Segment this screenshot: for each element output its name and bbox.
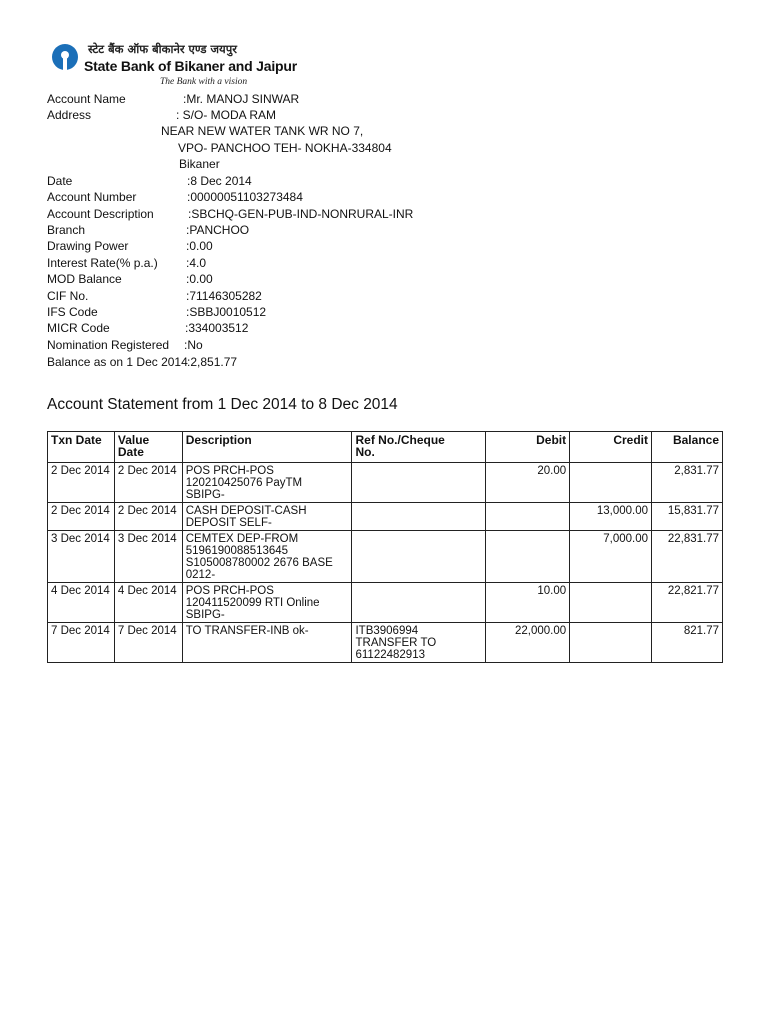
account-description-label: Account Description [47,207,154,221]
cell-ref [352,623,486,663]
cell-ref [352,531,486,583]
bank-tagline: The Bank with a vision [160,77,248,87]
description-line: CEMTEX DEP-FROM [185,533,299,545]
cell-value-date: 2 Dec 2014 [114,463,182,503]
opening-balance-label: Balance as on 1 Dec 2014 [47,355,188,369]
date-value: :8 Dec 2014 [187,174,252,188]
bank-name-hindi: स्टेट बैंक ऑफ बीकानेर एण्ड जयपुर [88,42,237,56]
ifs-code-value: :SBBJ0010512 [186,305,267,319]
table-row [48,463,723,503]
cif-label: CIF No. [47,289,89,303]
header-value-date [114,432,182,463]
ref-line: 61122482913 [355,649,425,661]
cell-description [182,623,352,663]
address-line-4: Bikaner [179,157,220,171]
interest-rate-label: Interest Rate(% p.a.) [47,256,158,270]
cell-description [182,463,352,503]
header-value-date-line-2: Date [117,445,144,459]
ref-line: ITB3906994 [355,625,419,637]
header-ref [352,432,486,463]
cell-debit [486,503,570,531]
description-line: 5196190088513645 [185,545,289,557]
header-description: Description [182,432,352,463]
address-line-1: : S/O- MODA RAM [176,108,277,122]
address-line-2: NEAR NEW WATER TANK WR NO 7, [161,124,364,138]
cell-credit: 7,000.00 [570,531,652,583]
ifs-code-label: IFS Code [47,305,98,319]
interest-rate-value: :4.0 [186,256,207,270]
table-row [48,583,723,623]
cell-ref [352,583,486,623]
ref-line: TRANSFER TO [355,637,437,649]
account-name-label: Account Name [47,92,126,106]
micr-code-label: MICR Code [47,321,110,335]
nomination-value: :No [184,338,203,352]
statement-title: Account Statement from 1 Dec 2014 to 8 Dec 2014 [47,396,398,413]
header-txn-date: Txn Date [48,432,115,463]
mod-balance-label: MOD Balance [47,272,122,286]
cif-value: :71146305282 [186,289,262,303]
cell-debit: 22,000.00 [486,623,570,663]
cell-credit [570,623,652,663]
branch-value: :PANCHOO [186,223,250,237]
nomination-label: Nomination Registered [47,338,170,352]
branch-label: Branch [47,223,86,237]
description-line: SBIPG- [185,489,225,501]
cell-balance: 2,831.77 [652,463,723,503]
header-credit: Credit [570,432,652,463]
cell-balance: 22,831.77 [652,531,723,583]
header-ref-line-2: No. [355,445,375,459]
drawing-power-value: :0.00 [186,239,213,253]
cell-txn-date: 2 Dec 2014 [48,463,115,503]
cell-credit: 13,000.00 [570,503,652,531]
cell-debit: 20.00 [486,463,570,503]
description-line: TO TRANSFER-INB ok- [185,625,309,637]
cell-balance: 821.77 [652,623,723,663]
cell-txn-date: 2 Dec 2014 [48,503,115,531]
header-balance: Balance [652,432,723,463]
cell-value-date: 4 Dec 2014 [114,583,182,623]
description-line: 0212- [185,569,216,581]
transactions-body [48,463,723,663]
description-line: 120411520099 RTI Online [185,597,320,609]
date-label: Date [47,174,73,188]
account-number-value: :00000051103273484 [187,190,303,204]
description-line: POS PRCH-POS [185,465,274,477]
description-line: CASH DEPOSIT-CASH [185,505,307,517]
transactions-table [47,431,723,663]
description-line: S105008780002 2676 BASE [185,557,333,569]
cell-ref [352,463,486,503]
cell-credit [570,463,652,503]
header-value-date-line-1: Value [117,433,150,447]
mod-balance-value: :0.00 [186,272,213,286]
account-number-label: Account Number [47,190,137,204]
account-name-value: :Mr. MANOJ SINWAR [183,92,300,106]
cell-txn-date: 3 Dec 2014 [48,531,115,583]
cell-balance: 22,821.77 [652,583,723,623]
cell-description [182,583,352,623]
cell-debit: 10.00 [486,583,570,623]
cell-value-date: 3 Dec 2014 [114,531,182,583]
description-line: 120210425076 PayTM [185,477,303,489]
cell-value-date: 7 Dec 2014 [114,623,182,663]
cell-description [182,531,352,583]
table-row [48,623,723,663]
cell-ref [352,503,486,531]
description-line: SBIPG- [185,609,225,621]
table-row [48,531,723,583]
account-description-value: :SBCHQ-GEN-PUB-IND-NONRURAL-INR [188,207,414,221]
header-ref-line-1: Ref No./Cheque [355,433,445,447]
drawing-power-label: Drawing Power [47,239,129,253]
micr-code-value: :334003512 [185,321,249,335]
table-row [48,503,723,531]
cell-debit [486,531,570,583]
cell-description [182,503,352,531]
cell-txn-date: 7 Dec 2014 [48,623,115,663]
cell-balance: 15,831.77 [652,503,723,531]
cell-value-date: 2 Dec 2014 [114,503,182,531]
table-header-row [48,432,723,463]
bank-name-english: State Bank of Bikaner and Jaipur [84,58,297,74]
address-line-3: VPO- PANCHOO TEH- NOKHA-334804 [178,141,392,155]
bank-logo [52,40,312,92]
description-line: POS PRCH-POS [185,585,274,597]
header-debit: Debit [486,432,570,463]
cell-txn-date: 4 Dec 2014 [48,583,115,623]
sbi-logo-icon [52,44,78,70]
address-label: Address [47,108,92,122]
cell-credit [570,583,652,623]
description-line: DEPOSIT SELF- [185,517,272,529]
opening-balance-value: :2,851.77 [187,355,238,369]
